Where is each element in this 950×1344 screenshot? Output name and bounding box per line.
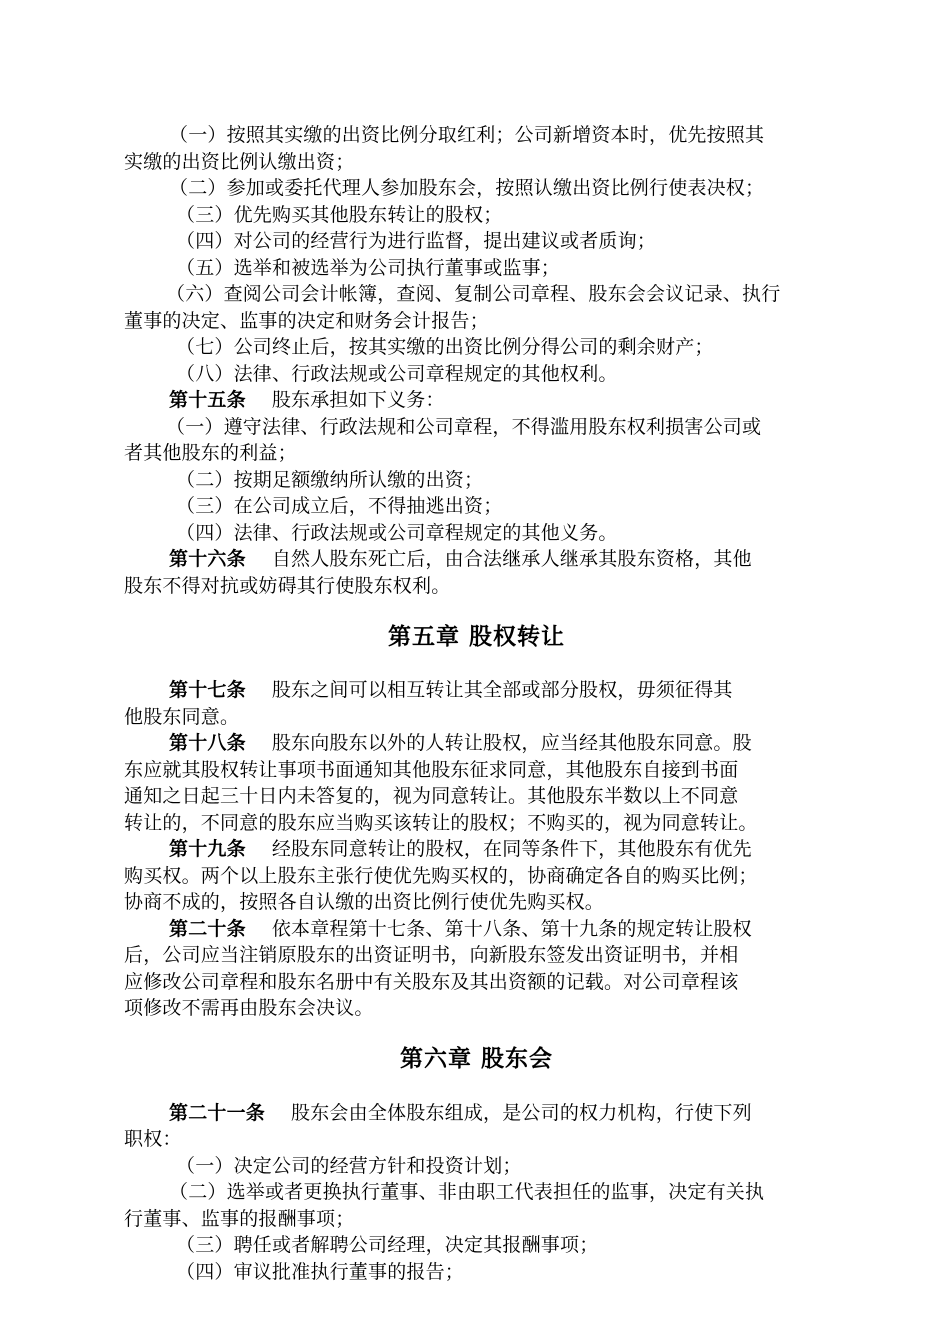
article-text-continuation: 转让的，不同意的股东应当购买该转让的股权；不购买的，视为同意转让。 [124, 811, 758, 834]
list-item-continuation: 实缴的出资比例认缴出资； [124, 150, 355, 173]
article-15 [124, 387, 829, 414]
list-item: （四）法律、行政法规或公司章程规定的其他义务。 [176, 521, 618, 544]
list-item: （五）选举和被选举为公司执行董事或监事； [176, 256, 561, 279]
article-19 [124, 836, 829, 863]
list-item: （一）决定公司的经营方针和投资计划； [176, 1154, 522, 1177]
article-16 [124, 546, 829, 573]
article-text: 股东向股东以外的人转让股权，应当经其他股东同意。股 [271, 732, 752, 754]
article-text-continuation: 项修改不需再由股东会决议。 [124, 997, 374, 1019]
article-text-continuation: 股东不得对抗或妨碍其行使股东权利。 [124, 574, 451, 597]
list-item-continuation: 者其他股东的利益； [124, 442, 297, 464]
article-title: 第十九条 [169, 838, 246, 860]
article-title: 第十五条 [169, 389, 246, 411]
list-item: （一）遵守法律、行政法规和公司章程，不得滥用股东权利损害公司或 [166, 415, 762, 438]
article-text-continuation: 购买权。两个以上股东主张行使优先购买权的，协商确定各自的购买比例； [124, 864, 758, 887]
article-title: 第十八条 [169, 732, 246, 754]
article-20 [124, 916, 829, 943]
list-item: （四）审议批准执行董事的报告； [176, 1260, 465, 1283]
list-item: （二）按期足额缴纳所认缴的出资； [176, 468, 484, 491]
list-item: （七）公司终止后，按其实缴的出资比例分得公司的剩余财产； [176, 336, 714, 358]
article-text-continuation: 协商不成的，按照各自认缴的出资比例行使优先购买权。 [124, 891, 605, 913]
chapter-heading: 第五章 股权转让 [387, 624, 565, 650]
article-text: 经股东同意转让的股权，在同等条件下，其他股东有优先 [271, 838, 752, 860]
list-item: （八）法律、行政法规或公司章程规定的其他权利。 [176, 362, 618, 385]
list-item: （三）优先购买其他股东转让的股权； [176, 203, 503, 226]
document-body [124, 122, 829, 1285]
article-text-continuation: 后，公司应当注销原股东的出资证明书，向新股东签发出资证明书，并相 [124, 944, 739, 966]
list-item: （一）按照其实缴的出资比例分取红利；公司新增资本时，优先按照其 [169, 124, 765, 146]
article-17 [124, 677, 829, 704]
article-title: 第十七条 [169, 679, 246, 701]
article-text: 股东之间可以相互转让其全部或部分股权，毋须征得其 [271, 679, 733, 701]
list-item: （二）参加或委托代理人参加股东会，按照认缴出资比例行使表决权； [169, 177, 765, 199]
article-text: 股东会由全体股东组成，是公司的权力机构，行使下列 [291, 1101, 752, 1124]
list-item: （四）对公司的经营行为进行监督，提出建议或者质询； [176, 230, 657, 252]
list-item: （六）查阅公司会计帐簿，查阅、复制公司章程、股东会会议记录、执行 [166, 283, 781, 305]
article-title: 第十六条 [169, 548, 246, 570]
article-text-continuation: 通知之日起三十日内未答复的，视为同意转让。其他股东半数以上不同意 [124, 785, 739, 807]
chapter-heading: 第六章 股东会 [399, 1045, 553, 1072]
article-text-continuation: 应修改公司章程和股东名册中有关股东及其出资额的记载。对公司章程该 [124, 970, 739, 993]
article-text-continuation: 东应就其股权转让事项书面通知其他股东征求同意，其他股东自接到书面 [124, 758, 739, 781]
list-item: （二）选举或者更换执行董事、非由职工代表担任的监事，决定有关执 [169, 1181, 765, 1203]
list-item: （三）在公司成立后，不得抽逃出资； [176, 495, 503, 517]
article-text: 依本章程第十七条、第十八条、第十九条的规定转让股权 [271, 917, 752, 940]
article-text-continuation: 他股东同意。 [124, 705, 240, 728]
article-text: 自然人股东死亡后，由合法继承人继承其股东资格，其他 [271, 548, 752, 570]
article-21 [124, 1100, 829, 1127]
list-item: （三）聘任或者解聘公司经理，决定其报酬事项； [176, 1234, 599, 1256]
article-text-continuation: 职权： [124, 1128, 182, 1150]
list-item-continuation: 董事的决定、监事的决定和财务会计报告； [124, 309, 489, 332]
article-text: 股东承担如下义务： [271, 389, 445, 411]
article-title: 第二十条 [169, 917, 246, 940]
article-18 [124, 730, 829, 757]
article-title: 第二十一条 [169, 1101, 266, 1124]
list-item-continuation: 行董事、监事的报酬事项； [124, 1207, 355, 1230]
